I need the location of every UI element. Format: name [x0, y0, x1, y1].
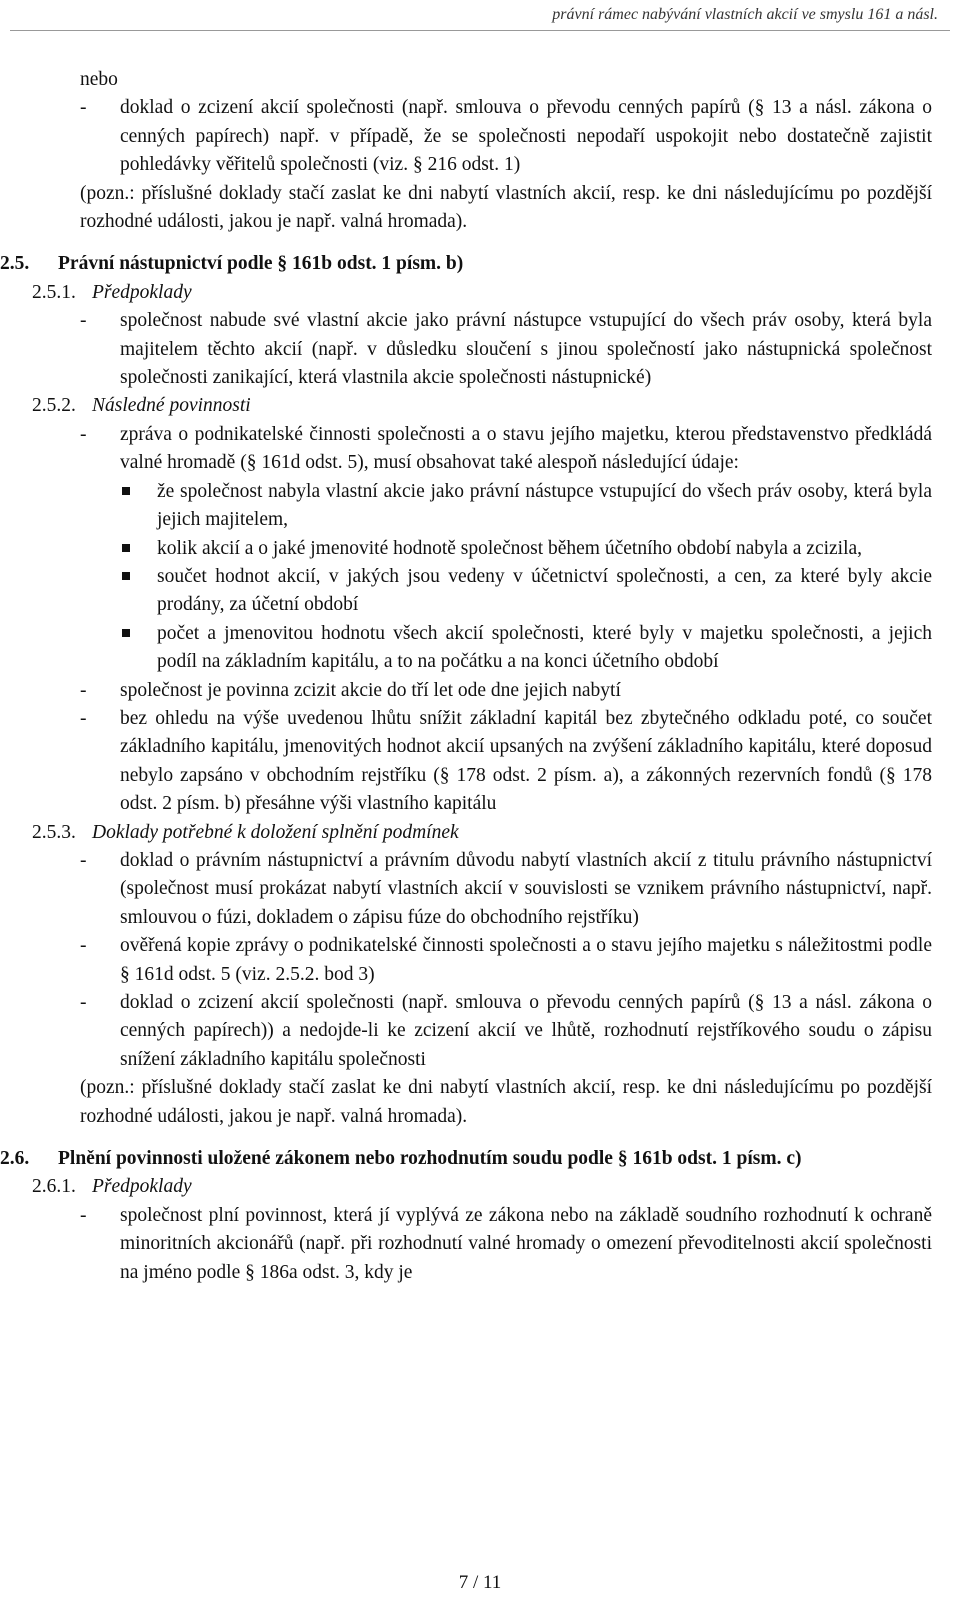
section-title: Právní nástupnictví podle § 161b odst. 1 písm. b) — [58, 253, 464, 275]
dash-marker: - — [80, 1204, 87, 1226]
list-item — [0, 421, 960, 478]
subsection-title: Předpoklady — [92, 281, 192, 303]
square-bullet-icon — [122, 487, 130, 495]
dash-marker: - — [80, 423, 87, 445]
running-header: právní rámec nabývání vlastních akcií ve smyslu 161 a násl. — [552, 6, 938, 23]
list-item — [0, 307, 960, 392]
document-body — [0, 66, 960, 1287]
section-number: 2.5. — [0, 253, 30, 275]
note-text: (pozn.: příslušné doklady stačí zaslat ke dni nabytí vlastních akcií, resp. ke dni následujícímu po pozdější rozhodné události, jakou je např. valná hromada). — [80, 1077, 932, 1127]
dash-marker: - — [80, 992, 87, 1013]
note-text: (pozn.: příslušné doklady stačí zaslat ke dni nabytí vlastních akcií, resp. ke dni následujícímu po pozdější rozhodné události, jakou je např. valná hromada). — [80, 182, 932, 233]
list-item-text: doklad o zcizení akcií společnosti (např. smlouva o převodu cenných papírů (§ 13 a násl. zákona o cenných papírech)) a nedojde-li ke zcizení akcií ve lhůtě, rozhodnutí rejstříkového soudu o zápisu snížení základního kapitálu společnosti — [120, 992, 932, 1070]
list-item — [0, 705, 960, 819]
list-item — [0, 989, 960, 1074]
section-number: 2.6. — [0, 1148, 30, 1170]
subsection-title: Následné povinnosti — [92, 395, 251, 417]
list-item — [0, 94, 960, 179]
subsection-title: Doklady potřebné k doložení splnění podmínek — [92, 821, 459, 843]
dash-marker: - — [80, 310, 87, 332]
square-bullet-icon — [122, 629, 130, 637]
list-item — [0, 847, 960, 932]
list-item — [0, 677, 960, 705]
subsection-heading-2-5-1 — [0, 279, 960, 307]
bullet-item-text: že společnost nabyla vlastní akcie jako právní nástupce vstupující do všech práv osoby, která byla jejich majitelem, — [157, 480, 932, 531]
list-item-text: ověřená kopie zprávy o podnikatelské činnosti společnosti a o stavu jejího majetku s náležitostmi podle § 161d odst. 5 (viz. 2.5.2. bod 3) — [120, 935, 932, 985]
square-bullet-icon — [122, 544, 130, 552]
square-bullet-icon — [122, 572, 130, 580]
bullet-item-text: součet hodnot akcií, v jakých jsou vedeny v účetnictví společnosti, a cen, za které byly akcie prodány, za účetní období — [157, 565, 932, 616]
subsection-heading-2-5-3 — [0, 819, 960, 847]
subsection-number: 2.5.1. — [32, 281, 76, 303]
bullet-item — [0, 535, 960, 563]
bullet-item — [0, 478, 960, 535]
bullet-item-text: počet a jmenovitou hodnotu všech akcií společnosti, které byly v majetku společnosti, a jejich podíl na základním kapitálu, a to na počátku a na konci účetního období — [157, 622, 932, 673]
subsection-heading-2-5-2 — [0, 392, 960, 420]
nebo-text: nebo — [80, 69, 118, 90]
list-item-text: zpráva o podnikatelské činnosti společnosti a o stavu jejího majetku, kterou představenstvo předkládá valné hromadě (§ 161d odst. 5), musí obsahovat také alespoň následující údaje: — [120, 423, 932, 474]
dash-marker: - — [80, 97, 87, 119]
section-title: Plnění povinnosti uložené zákonem nebo rozhodnutím soudu podle § 161b odst. 1 písm. c) — [58, 1148, 802, 1170]
subsection-number: 2.5.2. — [32, 395, 76, 417]
subsection-number: 2.6.1. — [32, 1176, 76, 1198]
bullet-item-text: kolik akcií a o jaké jmenovité hodnotě společnost během účetního období nabyla a zcizila, — [157, 537, 863, 559]
list-item-text: společnost nabude své vlastní akcie jako právní nástupce vstupující do všech práv osoby, která byla majitelem těchto akcií (např. v důsledku sloučení s jinou společností jako nástupnická společnost společnosti zanikající, která vlastnila akcie společnosti nástupnické) — [120, 310, 932, 389]
header-rule — [10, 30, 950, 31]
dash-marker: - — [80, 849, 87, 871]
list-item-text: bez ohledu na výše uvedenou lhůtu snížit základní kapitál bez zbytečného odkladu poté, co součet základního kapitálu, jmenovitých hodnot akcií upsaných na zvýšení základního kapitálu, které doposud nebylo zapsáno v obchodním rejstříku (§ 178 odst. 2 písm. a), a zákonných rezervních fondů (§ 178 odst. 2 písm. b) přesáhne výši vlastního kapitálu — [120, 707, 932, 815]
dash-marker: - — [80, 679, 87, 701]
section-heading-2-6 — [0, 1145, 960, 1173]
dash-marker: - — [80, 935, 87, 957]
section-heading-2-5 — [0, 250, 960, 278]
bullet-item — [0, 620, 960, 677]
list-item-text: společnost plní povinnost, která jí vyplývá ze zákona nebo na základě soudního rozhodnutí k ochraně minoritních akcionářů (např. při rozhodnutí valné hromady o omezení převoditelnosti akcií společnosti na jméno podle § 186a odst. 3, kdy je — [120, 1204, 932, 1283]
list-item — [0, 932, 960, 989]
subsection-title: Předpoklady — [92, 1176, 192, 1198]
page-number: 7 / 11 — [458, 1572, 502, 1593]
dash-marker: - — [80, 707, 87, 729]
list-item-text: společnost je povinna zcizit akcie do tří let ode dne jejich nabytí — [120, 679, 621, 701]
list-item-text: doklad o právním nástupnictví a právním důvodu nabytí vlastních akcií z titulu právního nástupnictví (společnost musí prokázat nabytí vlastních akcií v souvislosti se vznikem právního nástupnictví, např. smlouvou o fúzi, dokladem o zápisu fúze do obchodního rejstříku) — [120, 849, 932, 928]
list-item — [0, 1202, 960, 1287]
subsection-heading-2-6-1 — [0, 1173, 960, 1201]
bullet-item — [0, 563, 960, 620]
list-item-text: doklad o zcizení akcií společnosti (např. smlouva o převodu cenných papírů (§ 13 a násl. zákona o cenných papírech) např. v případě, že se společnosti nepodaří uspokojit nebo dostatečně zajistit pohledávky věřitelů společnosti (viz. § 216 odst. 1) — [120, 97, 932, 176]
subsection-number: 2.5.3. — [32, 821, 76, 843]
